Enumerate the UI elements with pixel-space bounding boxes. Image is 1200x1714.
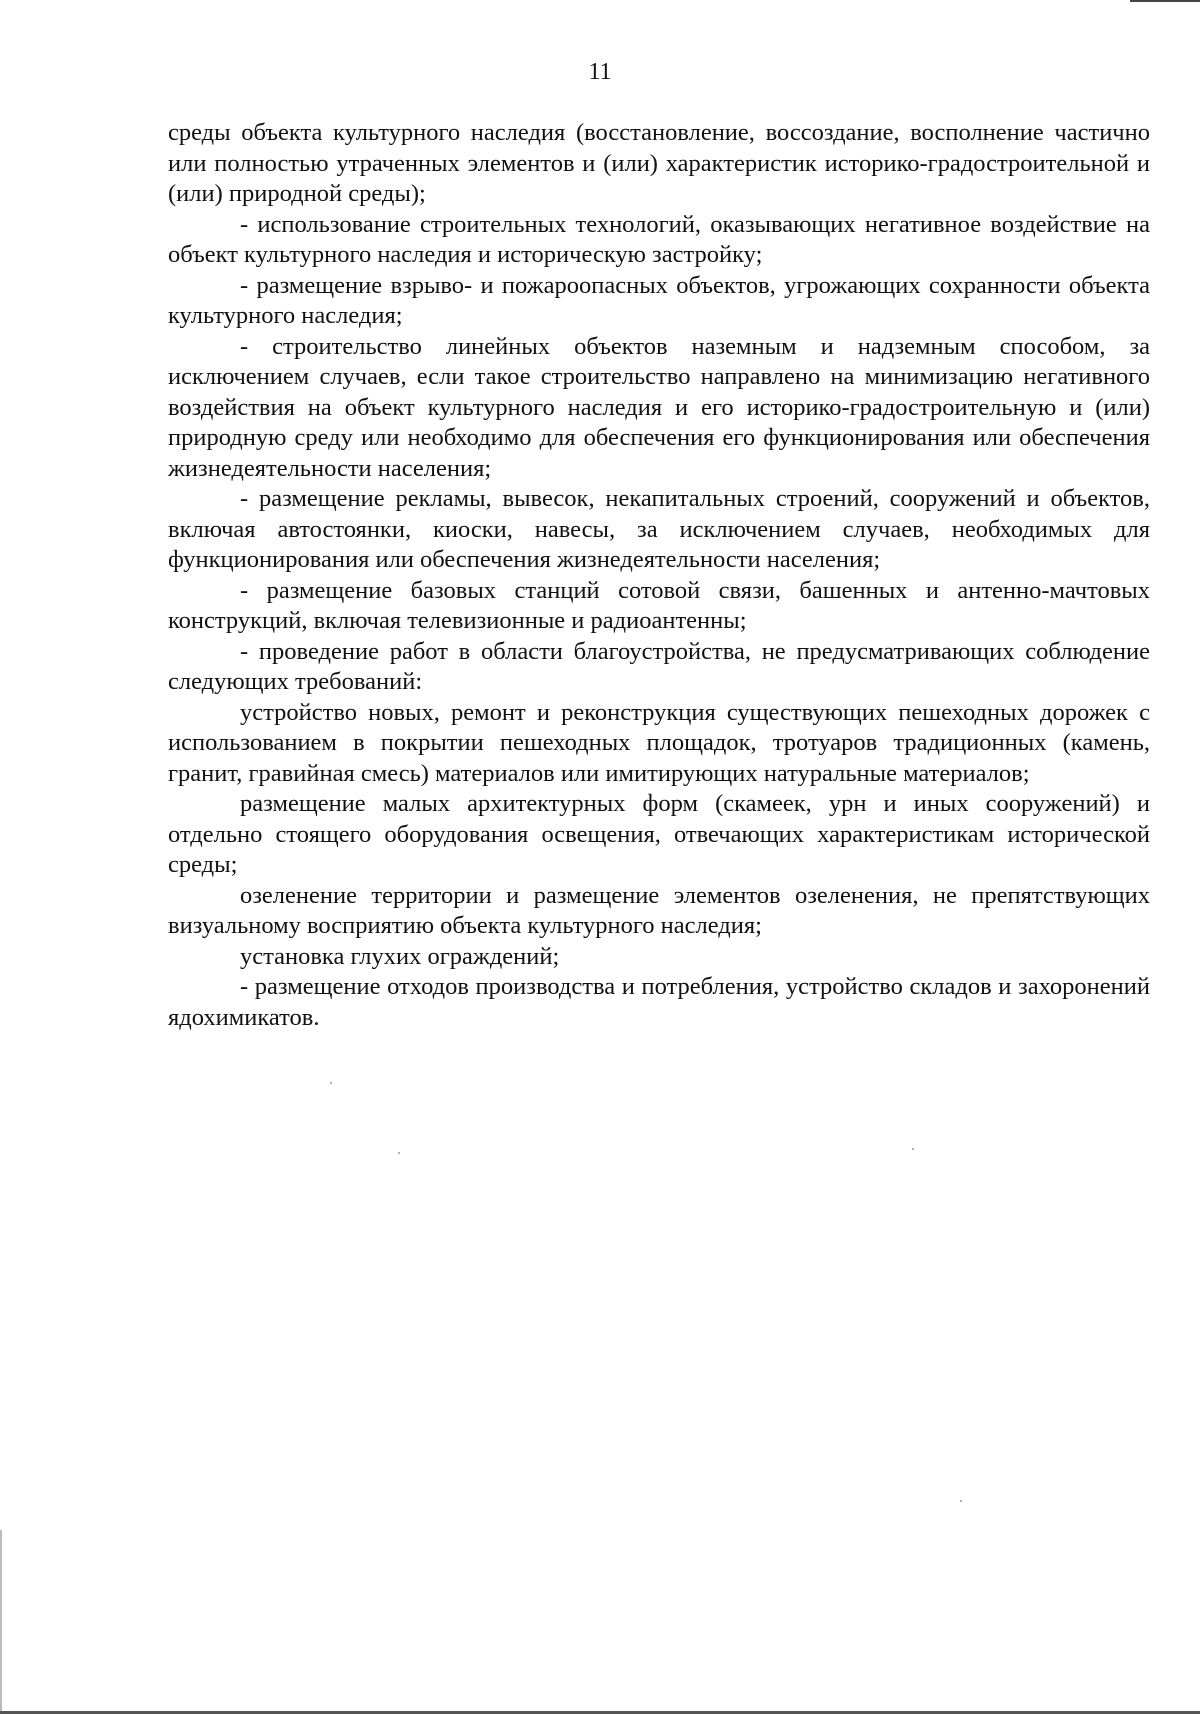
page-number: 11 [588,59,612,85]
document-body [168,118,1150,1033]
paragraph-linear-objects: - строительство линейных объектов наземным и надземным способом, за исключением случаев, если такое строительство направлено на минимизацию негативного воздействия на объект культурного наследия и его историко-градостроительную и (или) природную среду или необходимо для обеспечения его функционирования или обеспечения жизнедеятельности населения; [168,332,1150,482]
paragraph-advertising: - размещение рекламы, вывесок, некапитальных строений, сооружений и объектов, включая автостоянки, киоски, навесы, за исключением случаев, необходимых для функционирования или обеспечения жизнедеятельности населения; [168,485,1150,573]
scan-speck [960,1500,962,1502]
paragraph-cellular-stations: - размещение базовых станций сотовой связи, башенных и антенно-мачтовых конструкций, включая телевизионные и радиоантенны; [168,576,1150,634]
paragraph-greening: озеленение территории и размещение элементов озеленения, не препятствующих визуальному восприятию объекта культурного наследия; [168,881,1150,939]
paragraph-waste-placement: - размещение отходов производства и потребления, устройство складов и захоронений ядохимикатов. [168,973,1150,1031]
paragraph-landscaping-works: - проведение работ в области благоустройства, не предусматривающих соблюдение следующих требований: [168,637,1150,695]
paragraph-hazardous-objects: - размещение взрыво- и пожароопасных объектов, угрожающих сохранности объекта культурного наследия; [168,271,1150,329]
scan-edge-left [0,1530,2,1714]
paragraph-construction-technologies: - использование строительных технологий, оказывающих негативное воздействие на объект культурного наследия и историческую застройку; [168,210,1150,268]
scan-edge-top [1130,0,1200,2]
paragraph-fences: установка глухих ограждений; [240,942,560,970]
scan-speck [912,1148,914,1150]
paragraph-continuation: среды объекта культурного наследия (восстановление, воссоздание, восполнение частично или полностью утраченных элементов и (или) характеристик историко-градостроительной и (или) природной среды); [168,119,1150,207]
scan-speck [330,1082,332,1084]
scan-speck [398,1152,400,1154]
paragraph-small-architectural-forms: размещение малых архитектурных форм (скамеек, урн и иных сооружений) и отдельно стоящего оборудования освещения, отвечающих характеристикам исторической среды; [168,790,1150,878]
paragraph-pedestrian-paths: устройство новых, ремонт и реконструкция существующих пешеходных дорожек с использованием в покрытии пешеходных площадок, тротуаров традиционных (камень, гранит, гравийная смесь) материалов или имитирующих натуральные материалов; [168,698,1150,787]
